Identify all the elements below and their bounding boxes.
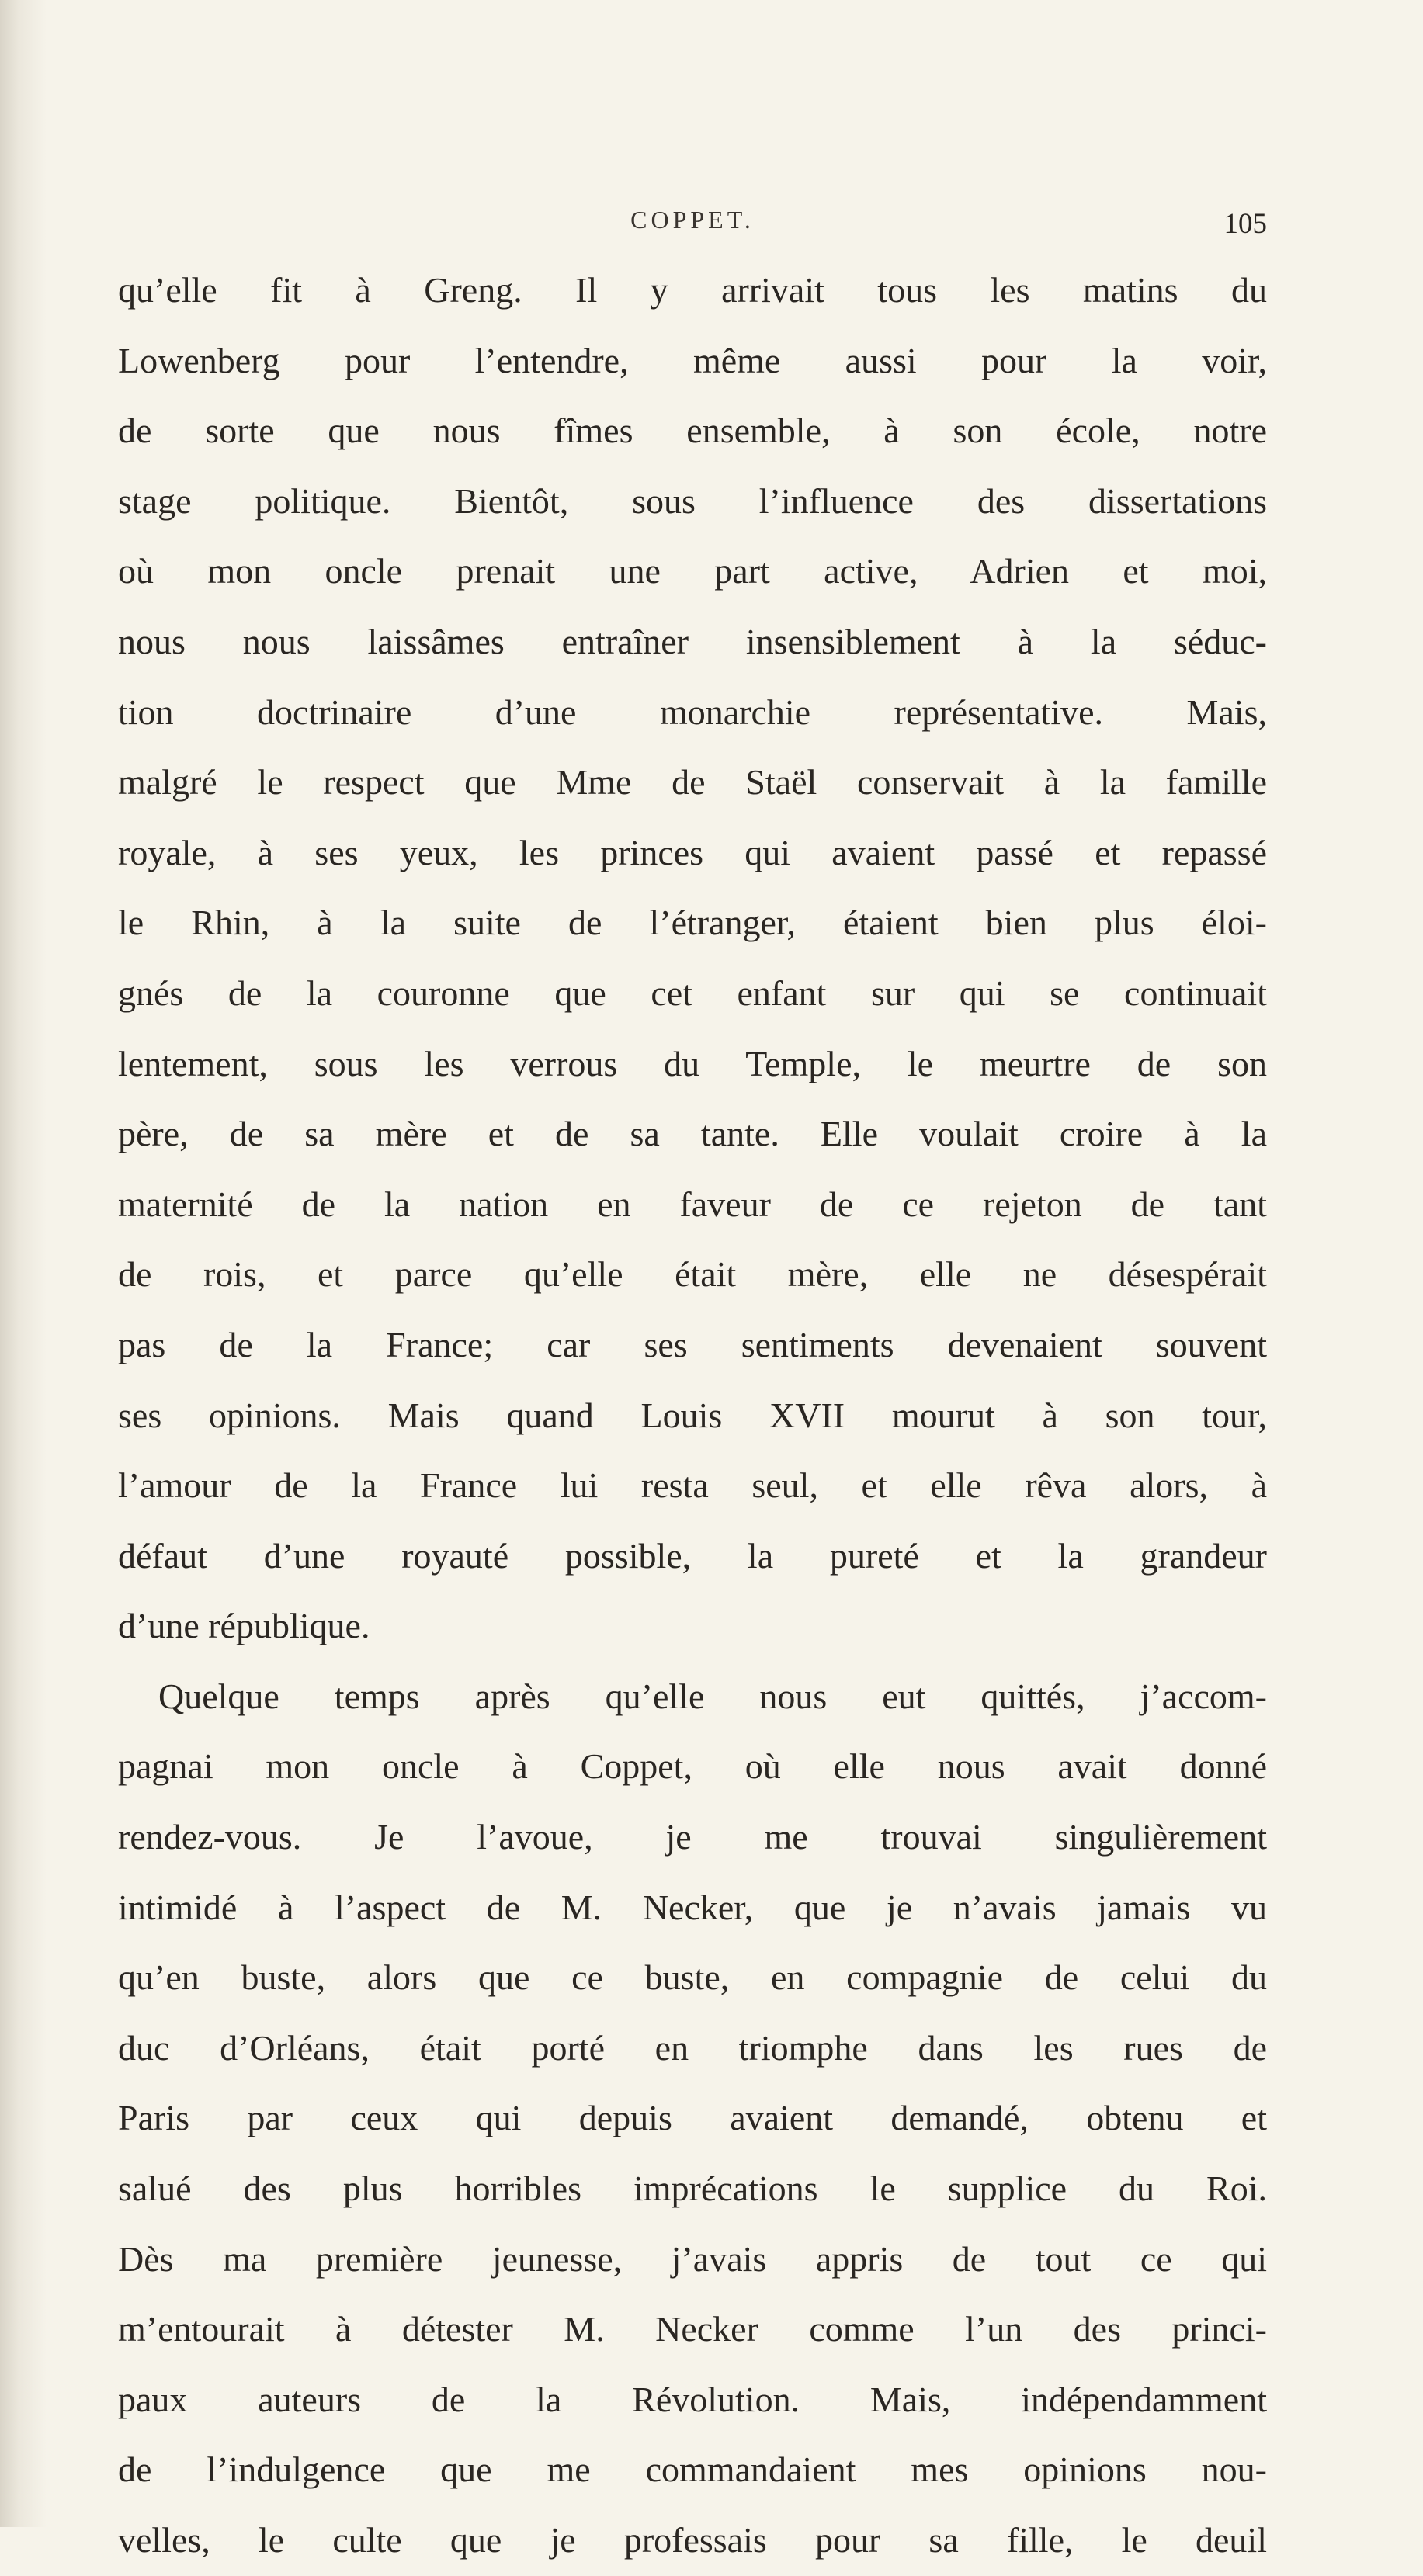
paragraph-2 — [118, 1662, 1267, 2576]
text-line: Dès ma première jeunesse, j’avais appris de tout ce qui — [118, 2238, 1267, 2279]
text-line: qu’en buste, alors que ce buste, en compagnie de celui du — [118, 1957, 1267, 1998]
text-line: duc d’Orléans, était porté en triomphe dans les rues de — [118, 2027, 1267, 2068]
text-line: défaut d’une royauté possible, la pureté et la grandeur — [118, 1535, 1267, 1576]
text-line: velles, le culte que je professais pour sa fille, le deuil — [118, 2520, 1267, 2560]
text-line: où mon oncle prenait une part active, Adrien et moi, — [118, 551, 1267, 591]
text-line: de l’indulgence que me commandaient mes opinions nou- — [118, 2449, 1267, 2490]
text-line: malgré le respect que Mme de Staël conservait à la famille — [118, 762, 1267, 803]
text-line: Quelque temps après qu’elle nous eut quittés, j’accom- — [158, 1676, 1267, 1716]
text-line: gnés de la couronne que cet enfant sur qui se continuait — [118, 973, 1267, 1013]
text-line: rendez-vous. Je l’avoue, je me trouvai singulièrement — [118, 1817, 1267, 1857]
text-line: paux auteurs de la Révolution. Mais, indépendamment — [118, 2379, 1267, 2419]
text-line: de rois, et parce qu’elle était mère, elle ne désespérait — [118, 1254, 1267, 1295]
text-line: m’entourait à détester M. Necker comme l’un des princi- — [118, 2309, 1267, 2349]
text-line: Paris par ceux qui depuis avaient demandé, obtenu et — [118, 2098, 1267, 2138]
paragraph-1 — [118, 255, 1267, 1662]
text-line: nous nous laissâmes entraîner insensiblement à la séduc- — [118, 621, 1267, 661]
text-line: royale, à ses yeux, les princes qui avaient passé et repassé — [118, 832, 1267, 872]
page-number: 105 — [1223, 208, 1267, 240]
text-line: l’amour de la France lui resta seul, et elle rêva alors, à — [118, 1465, 1267, 1506]
text-line: stage politique. Bientôt, sous l’influence des dissertations — [118, 480, 1267, 521]
book-page — [118, 198, 1267, 2576]
text-line: maternité de la nation en faveur de ce rejeton de tant — [118, 1184, 1267, 1224]
text-line: père, de sa mère et de sa tante. Elle voulait croire à la — [118, 1114, 1267, 1154]
text-line: de sorte que nous fîmes ensemble, à son école, notre — [118, 411, 1267, 451]
body-text — [118, 255, 1267, 2576]
text-line: pagnai mon oncle à Coppet, où elle nous avait donné — [118, 1746, 1267, 1787]
text-line: d’une république. — [118, 1606, 370, 1646]
running-head: COPPET. — [630, 206, 755, 234]
text-line: le Rhin, à la suite de l’étranger, étaient bien plus éloi- — [118, 903, 1267, 943]
page-header — [118, 198, 1267, 244]
text-line: qu’elle fit à Greng. Il y arrivait tous les matins du — [118, 270, 1267, 310]
text-line: pas de la France; car ses sentiments devenaient souvent — [118, 1324, 1267, 1364]
page-gutter-shadow — [0, 0, 47, 2527]
text-line: salué des plus horribles imprécations le supplice du Roi. — [118, 2169, 1267, 2209]
text-line: lentement, sous les verrous du Temple, le meurtre de son — [118, 1043, 1267, 1083]
text-line: ses opinions. Mais quand Louis XVII mourut à son tour, — [118, 1395, 1267, 1435]
text-line: intimidé à l’aspect de M. Necker, que je n’avais jamais vu — [118, 1887, 1267, 1927]
text-line: tion doctrinaire d’une monarchie représentative. Mais, — [118, 692, 1267, 732]
text-line: Lowenberg pour l’entendre, même aussi pour la voir, — [118, 340, 1267, 380]
